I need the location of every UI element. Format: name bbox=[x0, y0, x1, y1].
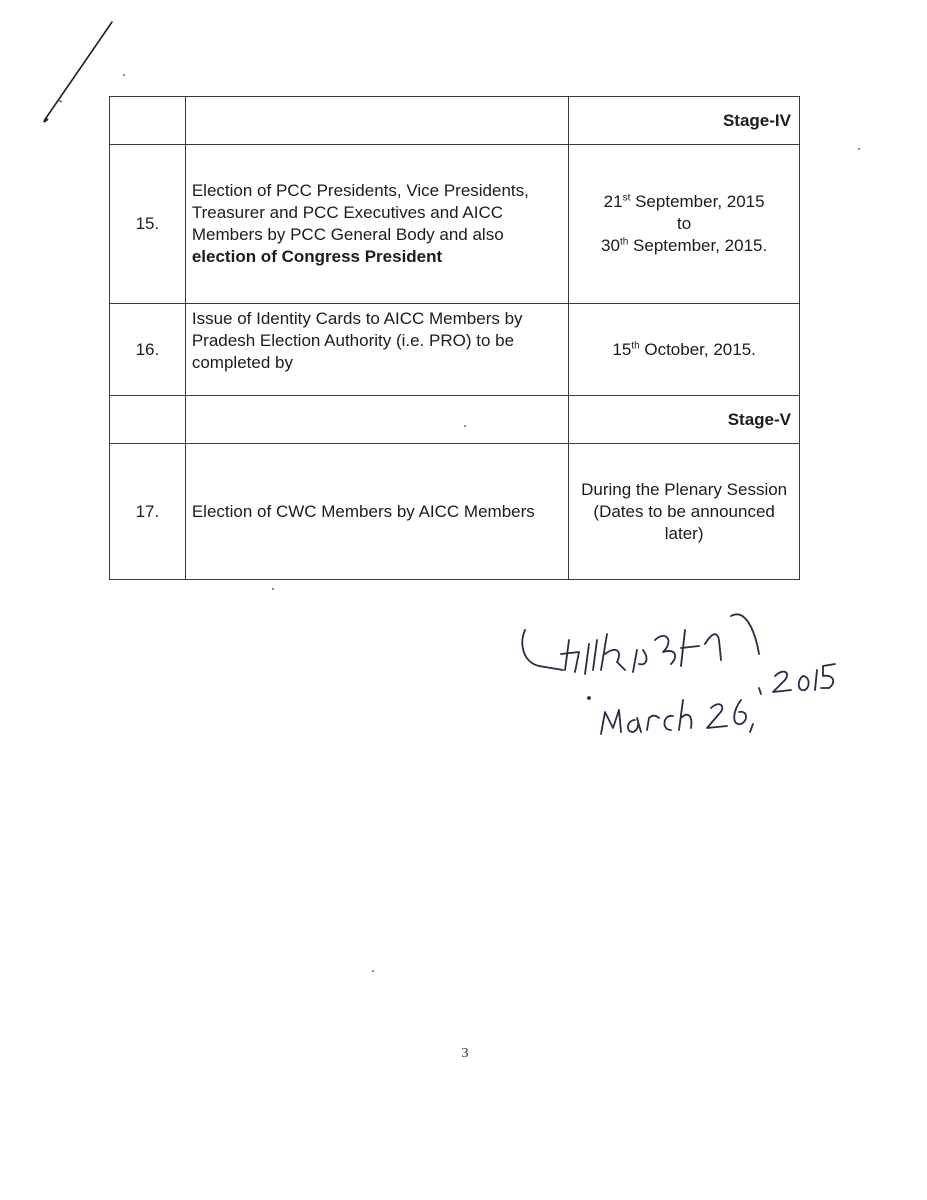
table-row bbox=[110, 145, 800, 304]
event-date bbox=[569, 145, 800, 304]
serial-cell bbox=[110, 396, 186, 444]
date-start-suffix: st bbox=[622, 192, 631, 204]
event-description bbox=[185, 444, 568, 580]
serial-number: 15. bbox=[110, 145, 186, 304]
page-number: 3 bbox=[461, 1046, 469, 1061]
scan-speck bbox=[272, 588, 274, 590]
date-suffix: th bbox=[631, 339, 640, 351]
date-start-day: 21 bbox=[603, 192, 623, 211]
election-schedule-table bbox=[109, 96, 800, 580]
event-date bbox=[569, 304, 800, 396]
event-text-bold: election of Congress President bbox=[191, 247, 443, 266]
scan-speck bbox=[858, 148, 860, 150]
stage-label: Stage-IV bbox=[569, 97, 800, 145]
date-day: 15 bbox=[612, 339, 632, 359]
event-text: Issue of Identity Cards to AICC Members by Pradesh Election Authority (i.e. PRO) to be completed by bbox=[191, 309, 523, 372]
stage-label: Stage-V bbox=[569, 396, 800, 444]
date-start-rest: September, 2015 bbox=[630, 192, 765, 211]
scan-speck bbox=[372, 970, 374, 972]
event-text: Election of CWC Members by AICC Members bbox=[191, 501, 535, 521]
serial-number: 17. bbox=[110, 444, 186, 580]
stage-row bbox=[110, 97, 800, 145]
event-description bbox=[185, 145, 568, 304]
handwritten-signature bbox=[505, 600, 865, 760]
date-end-day: 30 bbox=[601, 236, 620, 255]
serial-number: 16. bbox=[110, 304, 186, 396]
table-row bbox=[110, 304, 800, 396]
date-joiner: to bbox=[677, 214, 692, 233]
event-cell bbox=[185, 97, 568, 145]
date-rest: October, 2015. bbox=[639, 339, 756, 359]
event-description bbox=[185, 304, 568, 396]
stage-row bbox=[110, 396, 800, 444]
event-cell bbox=[185, 396, 568, 444]
date-end-rest: September, 2015. bbox=[628, 236, 768, 255]
scan-speck bbox=[464, 425, 466, 427]
scan-speck bbox=[123, 74, 125, 76]
event-text: Election of PCC Presidents, Vice Presidents, Treasurer and PCC Executives and AICC Members by PCC General Body and also bbox=[191, 181, 529, 244]
event-date: During the Plenary Session (Dates to be announced later) bbox=[569, 444, 800, 580]
date-end-suffix: th bbox=[619, 236, 629, 248]
serial-cell bbox=[110, 97, 186, 145]
table-row bbox=[110, 444, 800, 580]
